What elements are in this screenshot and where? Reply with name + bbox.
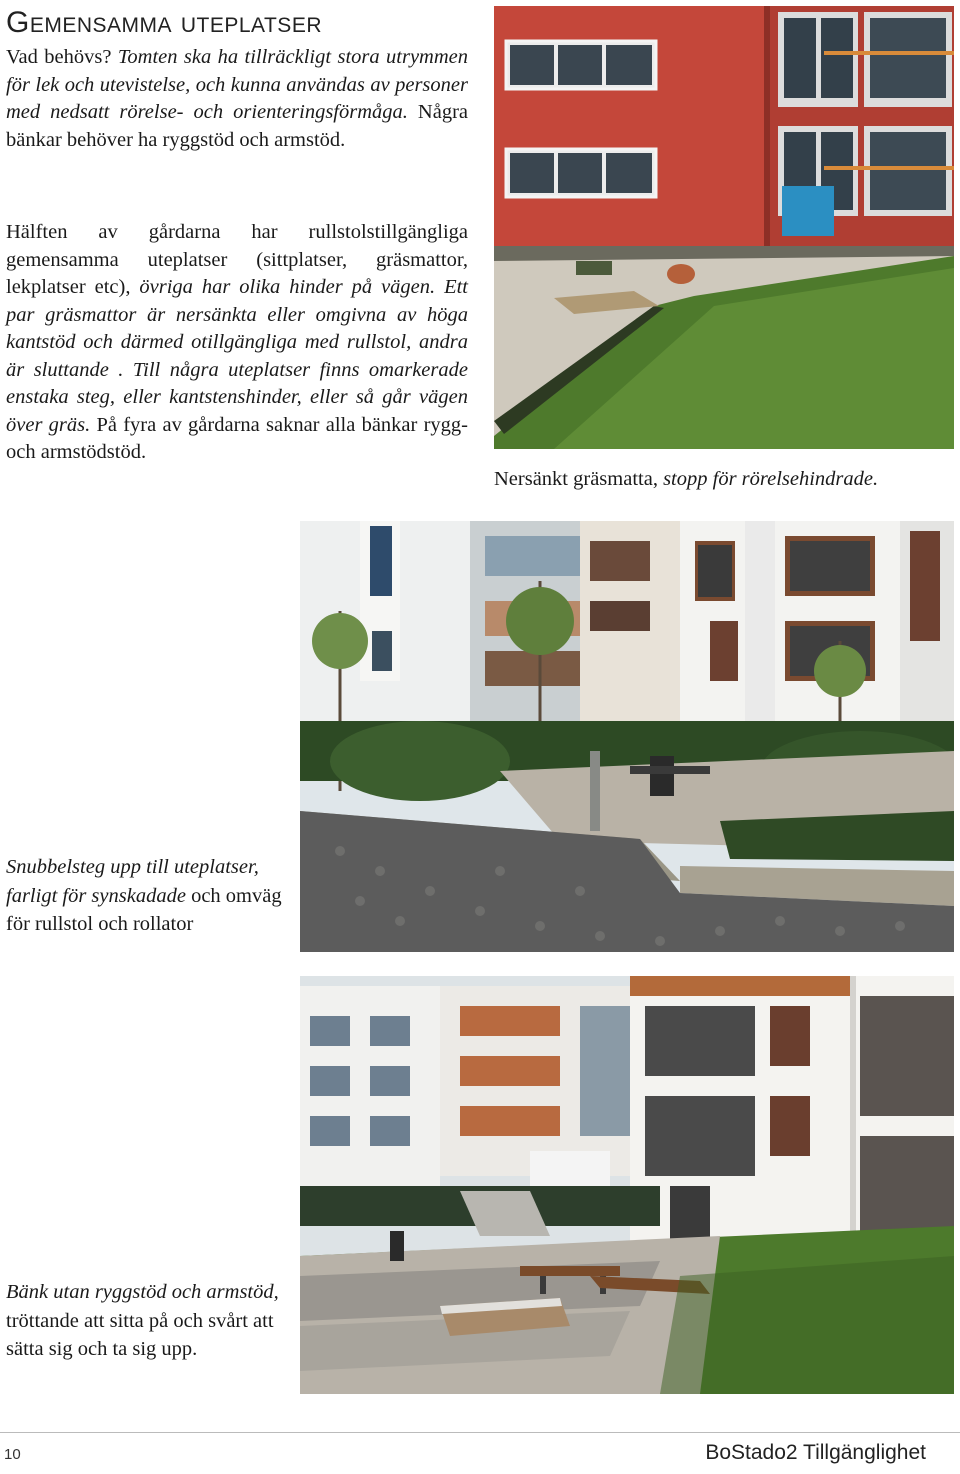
findings-part1: Hälften av gårdarna har rullstolstillgängliga gemensamma uteplatser (sittplatser, gräsmattor, lekplatser etc), (6, 221, 468, 298)
intro-italic: Tomten ska ha tillräckligt stora utrymmen för lek och utevistelse, och kunna användas av personer med nedsatt rörelse- och orienteringsförmåga. (6, 46, 469, 123)
caption-sunken-lawn-italic: stopp för rörelsehindrade. (663, 468, 879, 490)
caption-bench (6, 1278, 291, 1364)
footer-rule (0, 1432, 960, 1433)
findings-paragraph (6, 219, 468, 467)
caption-sunken-lawn-normal: Nersänkt gräsmatta, (494, 468, 664, 490)
findings-part2: övriga har olika hinder på vägen. Ett par gräsmattor är nersänkta eller omgivna av höga kantstöd och därmed otillgängliga med rullstol, andra är sluttande . Till några uteplatser finns omarkerade enstaka steg, eller kantstenshinder, eller så går vägen över gräs. (6, 276, 468, 436)
intro-tail: Några bänkar behöver ha ryggstöd och armstöd. (6, 101, 468, 151)
caption-trip-step (6, 853, 291, 939)
page-number: 10 (4, 1446, 21, 1463)
photo-trip-step (300, 521, 954, 952)
caption-trip-step-italic: Snubbelsteg upp till uteplatser, farligt för synskadade (6, 856, 259, 907)
photo-sunken-lawn (494, 6, 954, 449)
caption-bench-italic: Bänk utan ryggstöd och armstöd, (6, 1281, 279, 1303)
photo-sunken-lawn-illustration (494, 6, 954, 449)
photo-bench-illustration (300, 976, 954, 1394)
intro-lead: Vad behövs? (6, 46, 118, 68)
page-title: Gemensamma uteplatser (6, 6, 322, 39)
intro-paragraph (6, 44, 468, 154)
caption-trip-step-normal: och omväg för rullstol och rollator (6, 884, 282, 935)
photo-trip-step-illustration (300, 521, 954, 952)
footer-title: BoStado2 Tillgänglighet (705, 1441, 926, 1464)
photo-bench (300, 976, 954, 1394)
caption-bench-normal: tröttande att sitta på och svårt att sätta sig och ta sig upp. (6, 1309, 274, 1360)
findings-part3: På fyra av gårdarna saknar alla bänkar rygg- och armstödstöd. (6, 413, 468, 463)
caption-sunken-lawn (494, 466, 954, 493)
